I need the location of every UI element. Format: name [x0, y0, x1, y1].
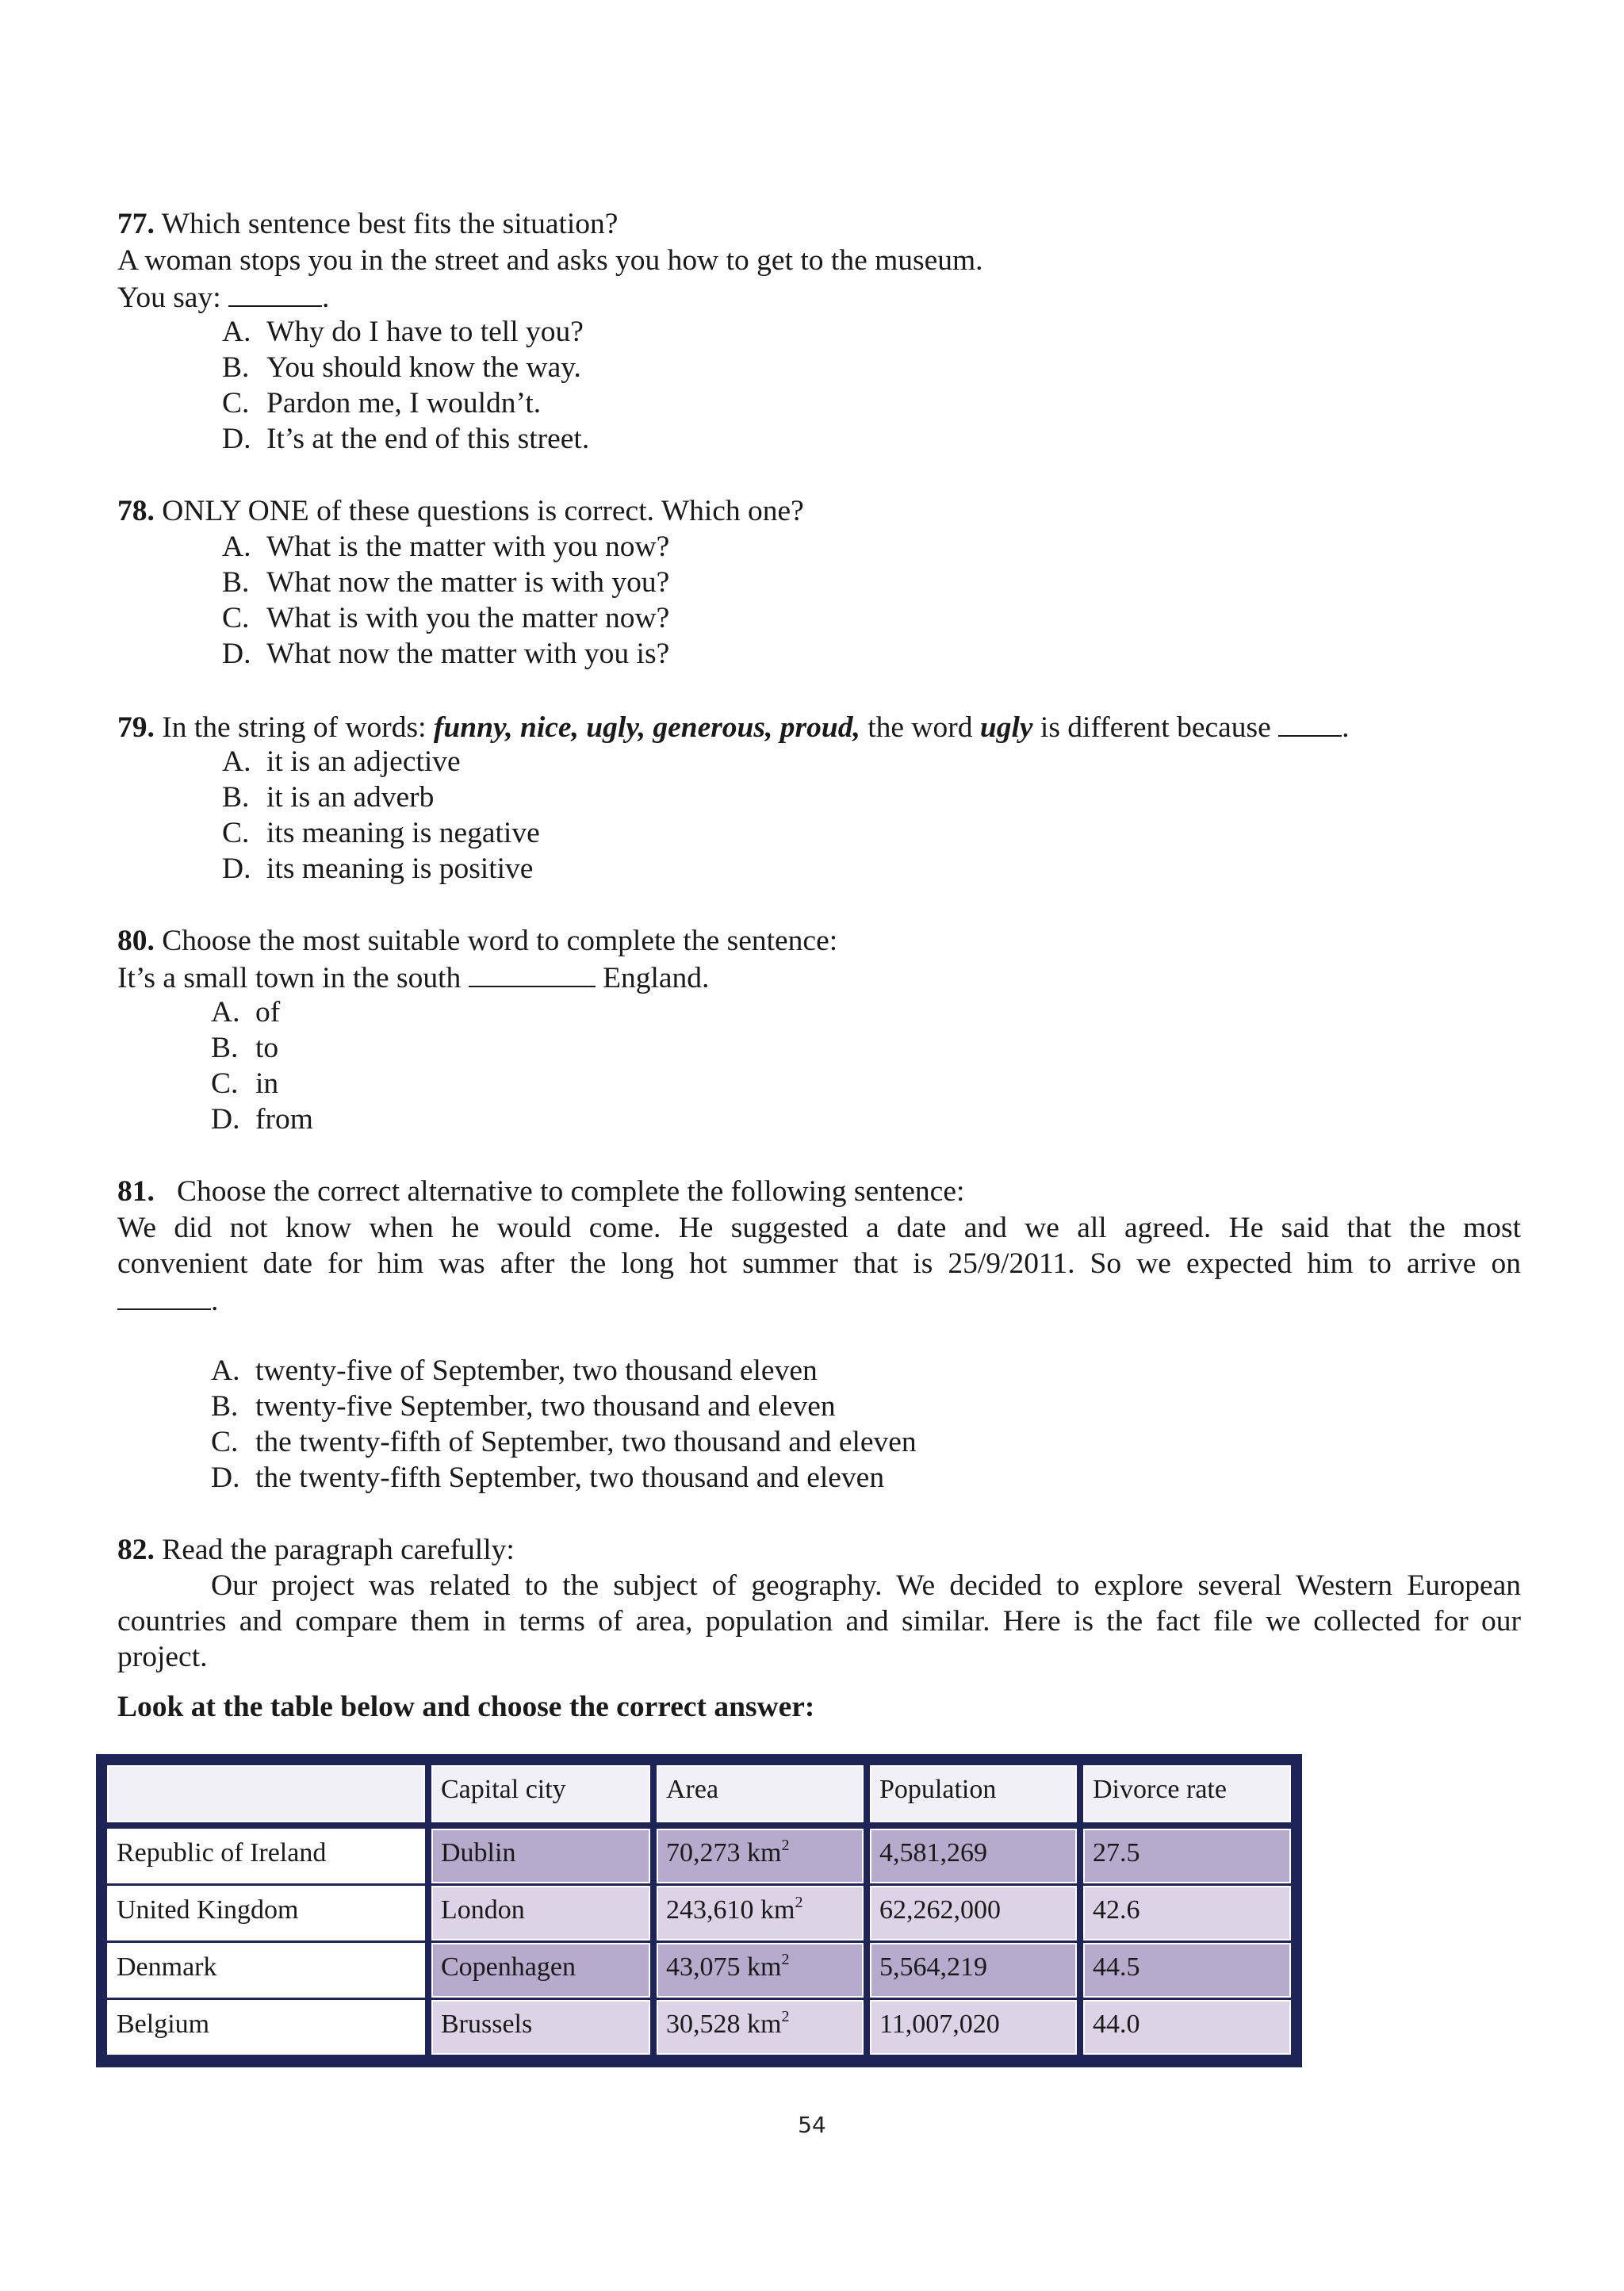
area-unit: km: [747, 1838, 782, 1868]
q77-prompt-end: .: [321, 282, 330, 314]
option-text: its meaning is negative: [266, 817, 540, 849]
option-text: it is an adjective: [266, 745, 461, 778]
q79-blank: [1278, 708, 1342, 737]
q80-option-a: [211, 994, 280, 1031]
option-letter: D.: [222, 852, 251, 885]
q78-option-c: [222, 600, 669, 637]
option-letter: A.: [222, 316, 251, 348]
q79-question-start: In the string of words:: [162, 711, 427, 744]
q81-answer-end: .: [211, 1285, 219, 1317]
option-letter: C.: [211, 1426, 239, 1458]
table-cell-capital: Brussels: [431, 2000, 650, 2055]
q82-paragraph: [117, 1568, 1521, 1639]
area-value: 243,610: [666, 1895, 754, 1925]
option-text: its meaning is positive: [266, 852, 534, 885]
area-unit: km: [747, 1952, 782, 1982]
option-text: from: [255, 1103, 313, 1136]
fact-table: [96, 1754, 1302, 2067]
q80-option-b: [211, 1030, 278, 1067]
q79-keyword: ugly: [979, 711, 1033, 744]
q78-option-b: [222, 565, 669, 601]
area-exponent: 2: [795, 1894, 803, 1911]
option-text: the twenty-fifth of September, two thousand and eleven: [255, 1426, 917, 1458]
q81-option-c: [211, 1424, 917, 1461]
option-letter: B.: [211, 1032, 239, 1064]
q77-prompt-text: You say:: [117, 282, 221, 314]
option-letter: A.: [211, 1354, 240, 1387]
table-header-divorce: Divorce rate: [1083, 1765, 1291, 1822]
option-text: What is with you the matter now?: [266, 602, 670, 634]
q81-question: [117, 1174, 964, 1210]
q80-number: 80.: [117, 925, 155, 957]
option-text: to: [255, 1032, 279, 1064]
option-text: it is an adverb: [266, 781, 435, 814]
option-letter: B.: [211, 1390, 239, 1423]
table-heading: Look at the table below and choose the correct answer:: [117, 1691, 815, 1723]
option-letter: A.: [222, 745, 251, 778]
q80-blank: [469, 959, 596, 987]
option-text: twenty-five of September, two thousand eleven: [255, 1354, 818, 1387]
q79-question-tail: .: [1342, 711, 1350, 744]
area-unit: km: [760, 1895, 795, 1925]
q81-number: 81.: [117, 1175, 155, 1208]
option-text: You should know the way.: [266, 351, 581, 384]
table-header-empty: [107, 1765, 425, 1822]
table-cell-divorce: 27.5: [1083, 1829, 1291, 1883]
option-letter: D.: [222, 423, 251, 455]
q81-option-a: [211, 1353, 818, 1389]
q79-question: [117, 708, 1350, 745]
table-header-area: Area: [657, 1765, 864, 1822]
area-value: 43,075: [666, 1952, 741, 1982]
q77-option-a: [222, 314, 584, 351]
q78-number: 78.: [117, 495, 155, 527]
q82-paragraph-line-1: Our project was related to the subject of geography. We decided to explore several Western European: [211, 1569, 1521, 1602]
option-text: the twenty-fifth September, two thousand and eleven: [255, 1462, 885, 1494]
table-cell-area: [657, 1943, 864, 1998]
option-text: Why do I have to tell you?: [266, 316, 584, 348]
q79-question-end: is different because: [1040, 711, 1271, 744]
table-cell-population: 5,564,219: [870, 1943, 1077, 1998]
option-letter: D.: [222, 638, 251, 670]
q81-blank: [117, 1282, 211, 1310]
table-header-capital: Capital city: [431, 1765, 650, 1822]
table-cell-divorce: 44.0: [1083, 2000, 1291, 2055]
area-value: 70,273: [666, 1838, 741, 1868]
option-letter: C.: [222, 387, 250, 420]
page-number: 54: [798, 2112, 826, 2138]
q80-sentence: [117, 959, 709, 995]
q77-option-d: [222, 421, 589, 458]
q77-number: 77.: [117, 208, 155, 240]
table-cell-population: 62,262,000: [870, 1886, 1077, 1940]
q82-question-text: Read the paragraph carefully:: [162, 1534, 515, 1566]
option-letter: A.: [222, 531, 251, 563]
q78-option-d: [222, 636, 669, 672]
q81-question-text: Choose the correct alternative to complete the following sentence:: [177, 1175, 965, 1208]
table-header-population: Population: [870, 1765, 1077, 1822]
option-text: What now the matter with you is?: [266, 638, 670, 670]
table-cell-capital: Dublin: [431, 1829, 650, 1883]
option-letter: B.: [222, 566, 250, 599]
table-cell-divorce: 44.5: [1083, 1943, 1291, 1998]
option-letter: A.: [211, 996, 240, 1029]
option-text: What now the matter is with you?: [266, 566, 670, 599]
table-cell-capital: Copenhagen: [431, 1943, 650, 1998]
q80-option-c: [211, 1066, 278, 1102]
q82-paragraph-line-3: project.: [117, 1641, 208, 1673]
option-letter: D.: [211, 1462, 240, 1494]
q78-question-text: ONLY ONE of these questions is correct. Which one?: [162, 495, 804, 527]
table-cell-country: Republic of Ireland: [107, 1829, 425, 1883]
q81-passage-line-1: We did not know when he would come. He suggested a date and we all agreed. He said that the most: [117, 1212, 1521, 1244]
option-text: Pardon me, I wouldn’t.: [266, 387, 542, 420]
table-cell-country: Denmark: [107, 1943, 425, 1998]
area-exponent: 2: [781, 1837, 790, 1854]
table-cell-area: [657, 2000, 864, 2055]
q80-option-d: [211, 1101, 313, 1138]
table-cell-capital: London: [431, 1886, 650, 1940]
table-cell-population: 4,581,269: [870, 1829, 1077, 1883]
q79-option-b: [222, 780, 434, 816]
q81-passage-line-2: convenient date for him was after the long hot summer that is 25/9/2011. So we expected him to arrive on: [117, 1247, 1521, 1280]
q77-question: [117, 206, 618, 243]
q79-question-mid: the word: [868, 711, 973, 744]
option-letter: B.: [222, 781, 250, 814]
option-letter: C.: [211, 1067, 239, 1100]
q80-sentence-end: England.: [603, 962, 710, 994]
q77-question-text: Which sentence best fits the situation?: [161, 208, 619, 240]
area-unit: km: [747, 2009, 782, 2039]
q77-blank: [228, 278, 322, 307]
table-cell-divorce: 42.6: [1083, 1886, 1291, 1940]
option-text: in: [255, 1067, 279, 1100]
option-text: What is the matter with you now?: [266, 531, 670, 563]
option-letter: D.: [211, 1103, 240, 1136]
q77-option-c: [222, 385, 541, 422]
q78-question: [117, 493, 804, 530]
q77-option-b: [222, 350, 581, 386]
q82-number: 82.: [117, 1534, 155, 1566]
q80-question: [117, 923, 837, 960]
table-cell-population: 11,007,020: [870, 2000, 1077, 2055]
q79-option-a: [222, 744, 461, 780]
q81-answer-line: [117, 1282, 218, 1318]
q77-situation: A woman stops you in the street and asks you how to get to the museum.: [117, 244, 983, 277]
table-cell-country: Belgium: [107, 2000, 425, 2055]
option-text: twenty-five September, two thousand and eleven: [255, 1390, 836, 1423]
option-letter: C.: [222, 602, 250, 634]
q78-option-a: [222, 529, 669, 565]
q79-option-c: [222, 815, 540, 852]
q80-question-text: Choose the most suitable word to complete the sentence:: [162, 925, 838, 957]
q82-paragraph-line-2: countries and compare them in terms of area, population and similar. Here is the fact file we collected for our: [117, 1605, 1521, 1638]
option-letter: B.: [222, 351, 250, 384]
area-exponent: 2: [781, 1951, 790, 1968]
q81-option-b: [211, 1389, 836, 1425]
q79-word-list: funny, nice, ugly, generous, proud,: [433, 711, 860, 744]
area-exponent: 2: [781, 2008, 790, 2025]
option-letter: C.: [222, 817, 250, 849]
option-text: It’s at the end of this street.: [266, 423, 590, 455]
table-cell-area: [657, 1829, 864, 1883]
q80-sentence-start: It’s a small town in the south: [117, 962, 462, 994]
q79-number: 79.: [117, 711, 155, 744]
option-text: of: [255, 996, 281, 1029]
q81-option-d: [211, 1460, 884, 1496]
q82-question: [117, 1532, 515, 1569]
q81-passage: [117, 1210, 1521, 1282]
table-cell-country: United Kingdom: [107, 1886, 425, 1940]
q79-option-d: [222, 851, 533, 887]
q77-prompt: [117, 278, 329, 315]
table-cell-area: [657, 1886, 864, 1940]
area-value: 30,528: [666, 2009, 741, 2039]
